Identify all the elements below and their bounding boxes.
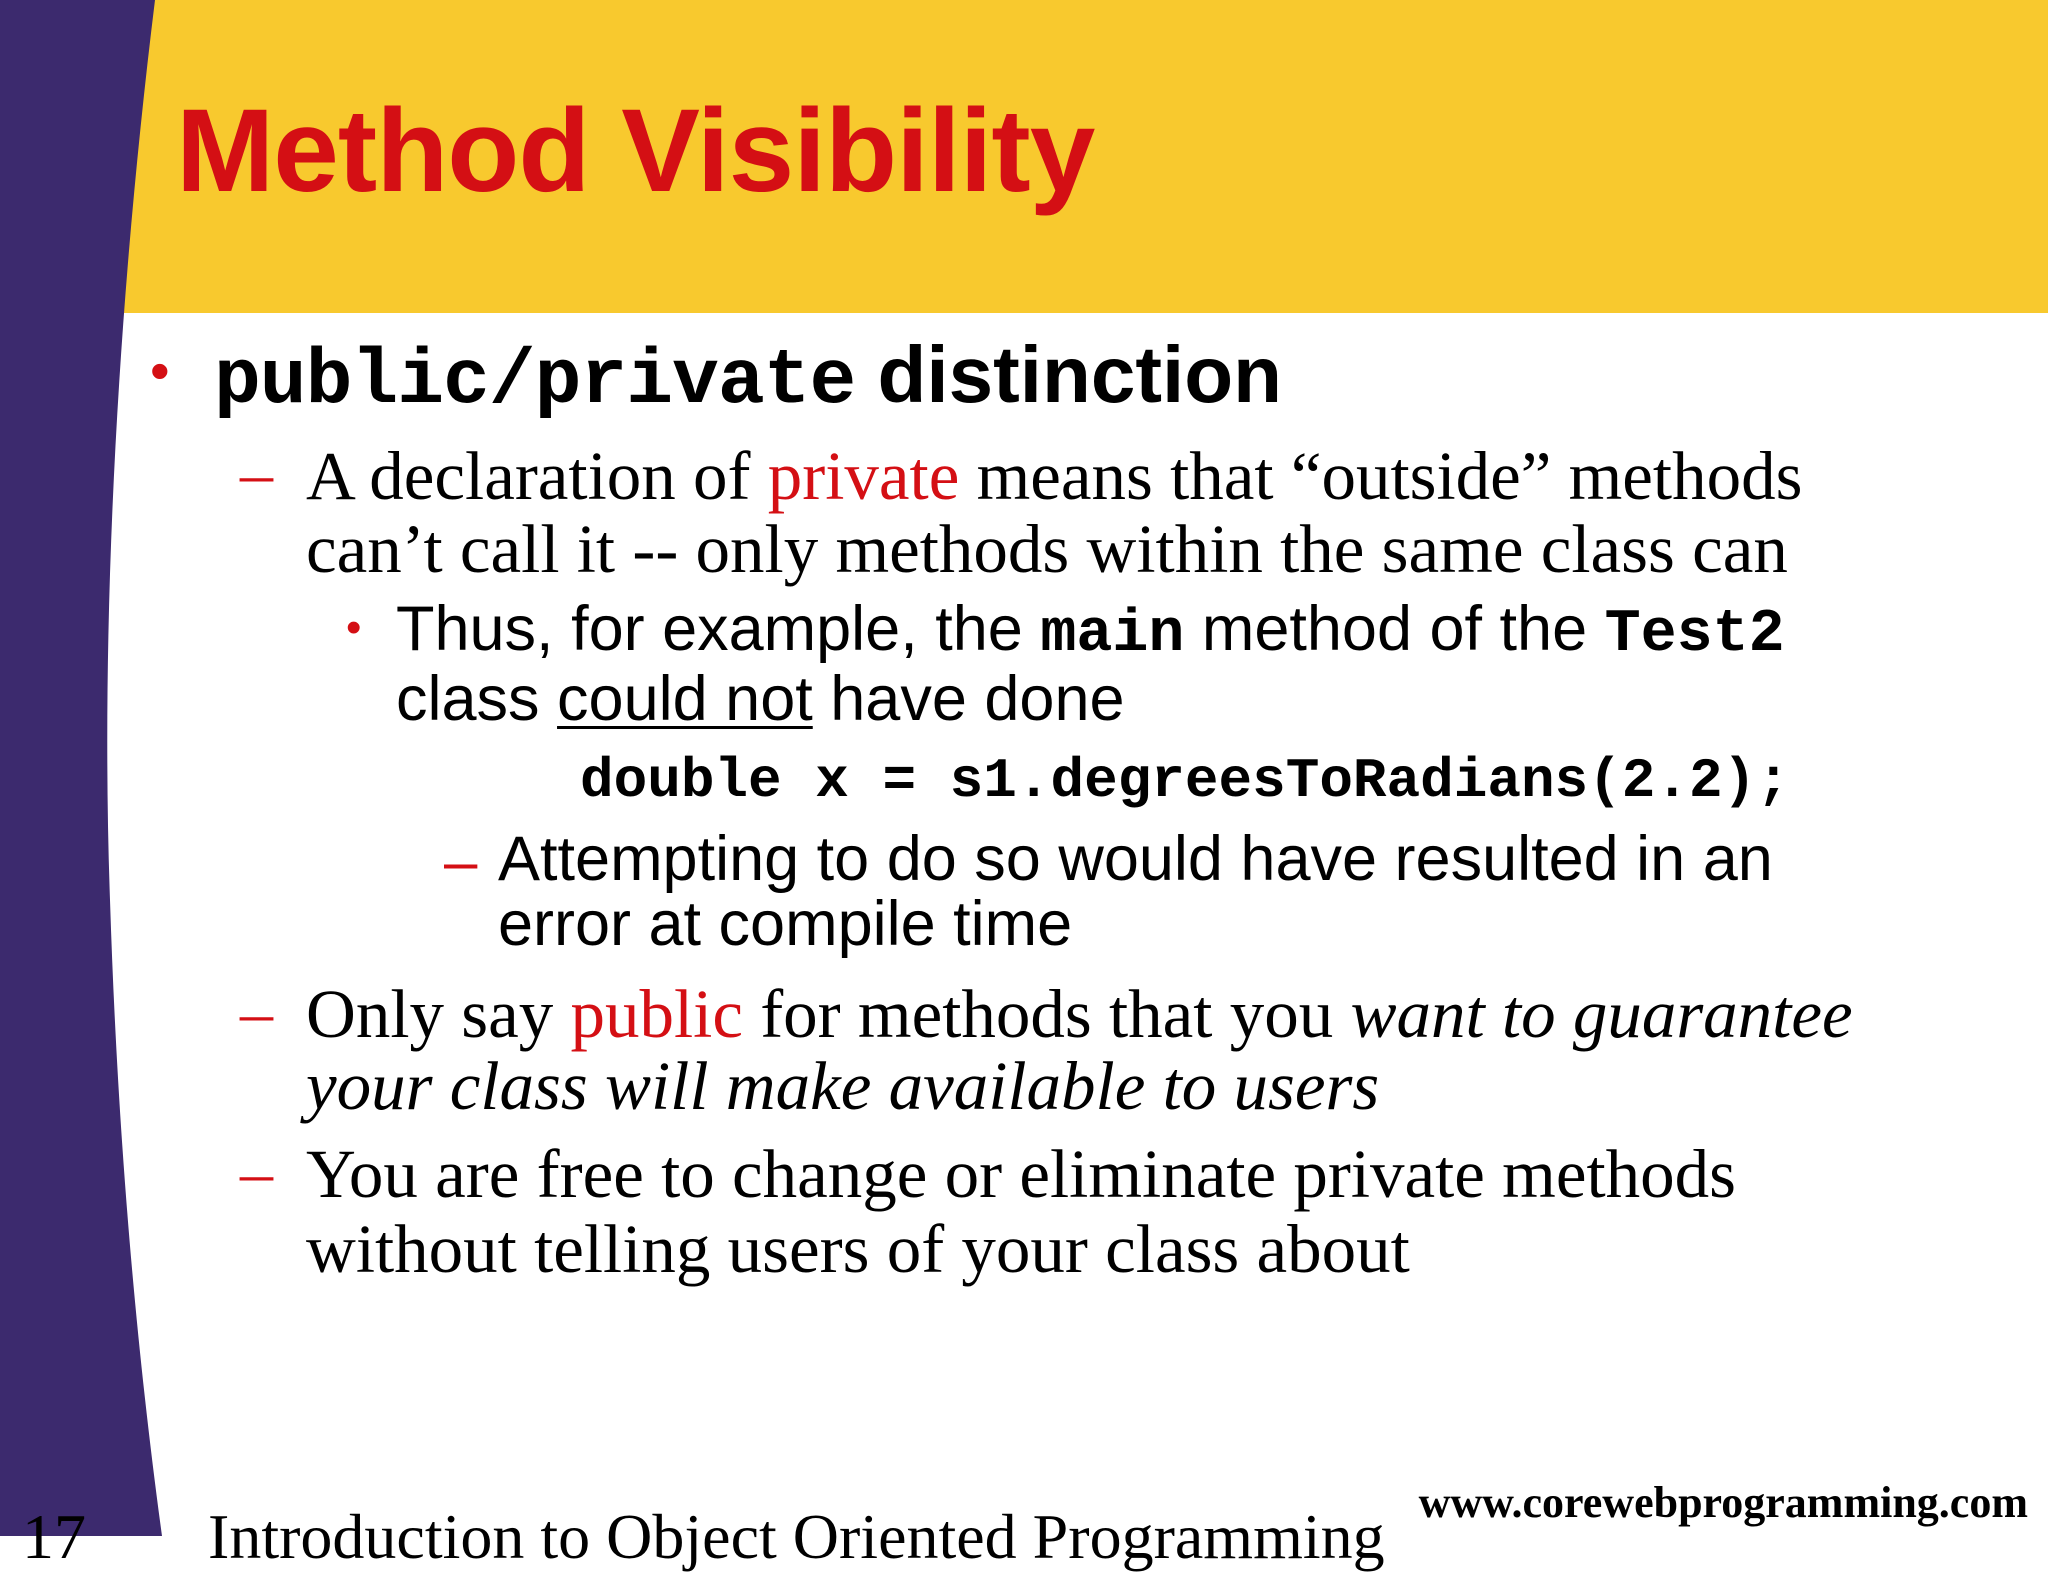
sub1-item-line2 [396, 664, 1125, 734]
sub1-item-sub-line2: error at compile time [498, 889, 1073, 959]
sub2-text-a: Only say [306, 976, 571, 1052]
underlined-could-not: could not [557, 664, 813, 734]
slide-number: 17 [22, 1501, 86, 1572]
dash-small-icon: – [444, 828, 478, 895]
sub1-item-text-a: Thus, for example, the [396, 594, 1041, 664]
slide-title: Method Visibility [176, 85, 1095, 217]
keyword-public: public [570, 976, 743, 1052]
sub3-line1: You are free to change or eliminate private methods [306, 1136, 1736, 1212]
keyword-private: private [767, 438, 960, 514]
code-test2: Test2 [1604, 601, 1785, 669]
sub2-italic-a: want to guarantee [1350, 976, 1853, 1052]
sub2-text-b: for methods that you [742, 976, 1351, 1052]
dash-icon: – [240, 976, 273, 1049]
sub1-item-line1 [396, 594, 1785, 669]
sub1-item-text-d: have done [812, 664, 1125, 734]
dash-icon: – [240, 437, 273, 510]
bullet-dot-icon: • [150, 339, 170, 402]
sub1-line1 [306, 438, 1803, 514]
footer-course-title: Introduction to Object Oriented Programming [208, 1501, 1385, 1572]
sub3-line2: without telling users of your class about [306, 1211, 1410, 1287]
sub2-line1 [306, 976, 1853, 1052]
footer-url: www.corewebprogramming.com [1418, 1478, 2028, 1527]
sub2-line2: your class will make available to users [306, 1048, 1380, 1124]
bullet-dot-small-icon: • [346, 603, 362, 652]
bullet-text: distinction [855, 330, 1282, 419]
bullet-code-public-private: public/private [214, 338, 856, 426]
sub1-item-text-c: class [396, 664, 558, 734]
dash-icon: – [240, 1136, 273, 1209]
sub1-text-a: A declaration of [306, 438, 768, 514]
sub1-item-text-b: method of the [1184, 594, 1605, 664]
bullet-heading [214, 330, 1282, 426]
code-example: double x = s1.degreesToRadians(2.2); [580, 749, 1790, 813]
sub1-text-b: means that “outside” methods [959, 438, 1803, 514]
sub1-item-sub-line1: Attempting to do so would have resulted in an [498, 824, 1773, 894]
code-main: main [1040, 601, 1185, 669]
sub1-line2: can’t call it -- only methods within the same class can [306, 511, 1788, 587]
